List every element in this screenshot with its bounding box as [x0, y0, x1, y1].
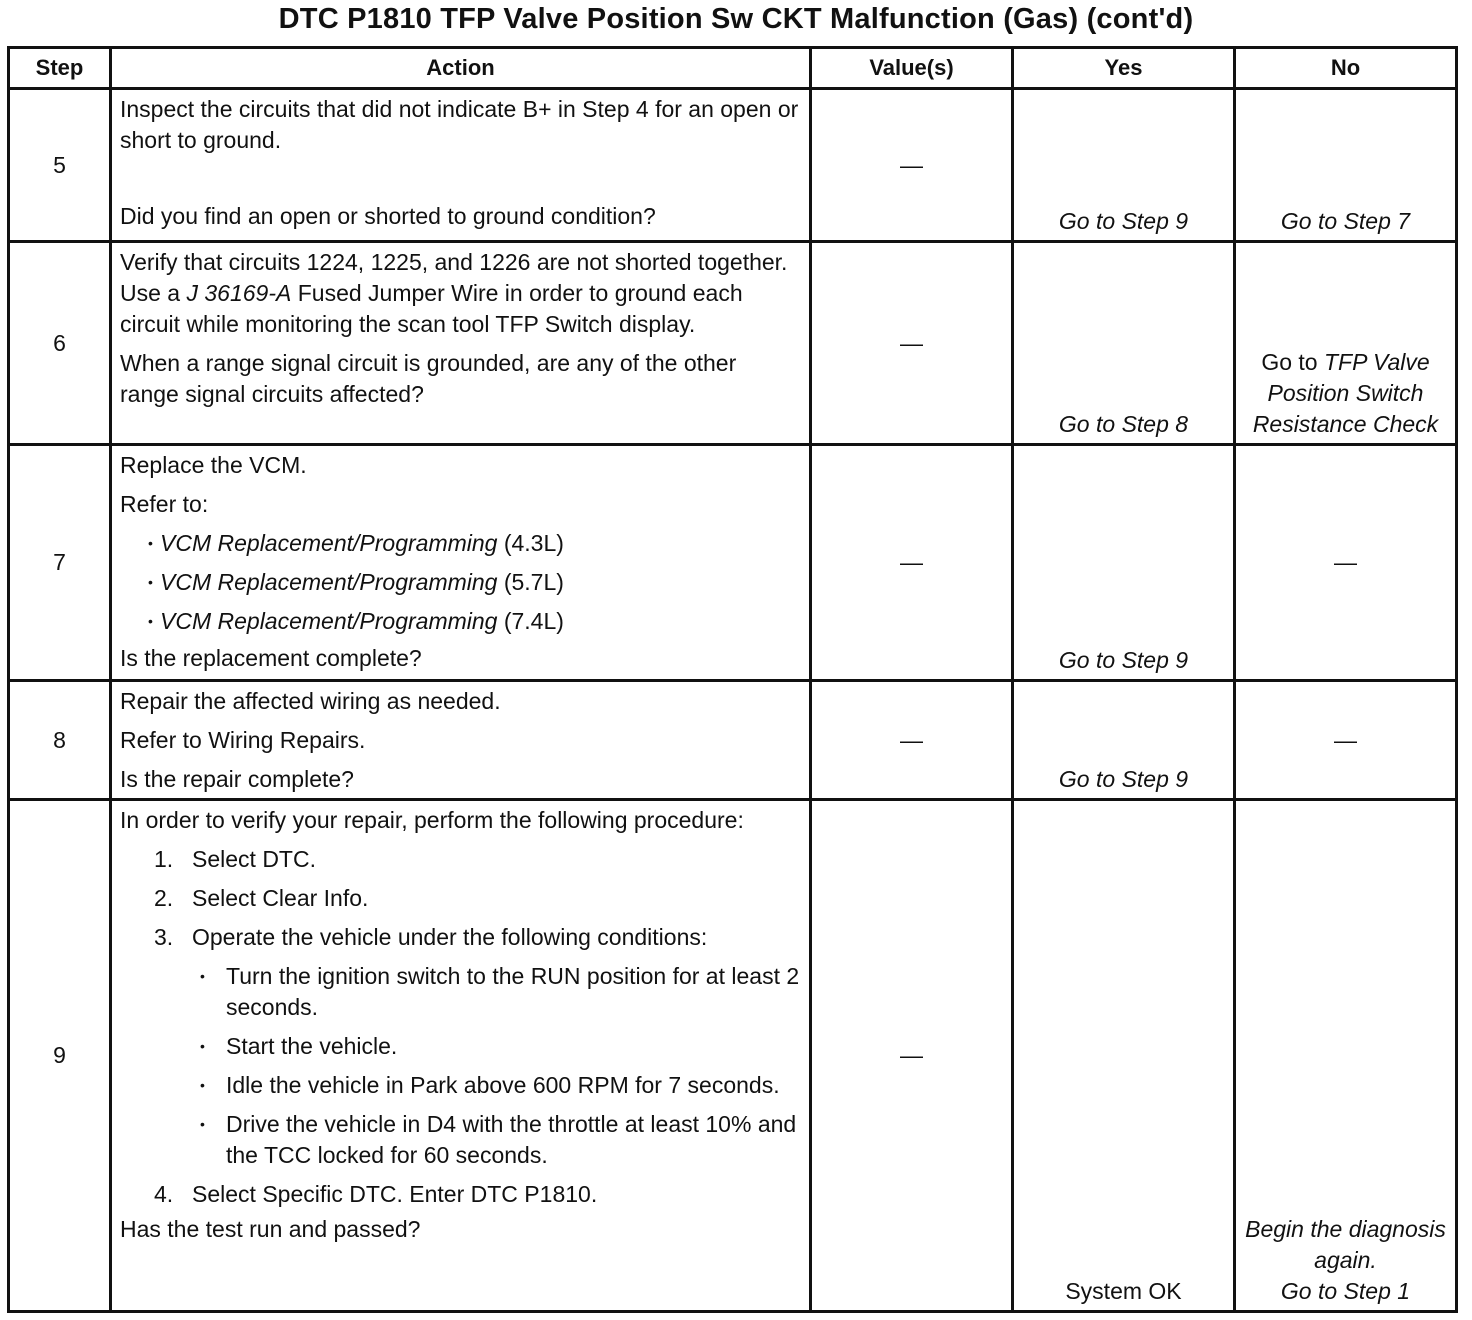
list-item: • Turn the ignition switch to the RUN position for at least 2 seconds. [120, 961, 801, 1023]
value-cell: — [811, 681, 1013, 800]
step-number: 7 [9, 445, 111, 681]
action-question: Did you find an open or shorted to ground condition? [120, 203, 656, 229]
column-header-no: No [1235, 48, 1457, 89]
refer-label: Refer to: [120, 491, 209, 517]
step-number: 9 [9, 800, 111, 1312]
column-header-values: Value(s) [811, 48, 1013, 89]
value-cell: — [811, 445, 1013, 681]
column-header-yes: Yes [1013, 48, 1235, 89]
page-title: DTC P1810 TFP Valve Position Sw CKT Malfunction (Gas) (cont'd) [278, 3, 1194, 35]
list-item: 1. Select DTC. [154, 846, 316, 872]
yes-cell [1013, 242, 1235, 445]
action-text: Repair the affected wiring as needed. [120, 688, 501, 714]
no-cell [1235, 242, 1457, 445]
action-question: Has the test run and passed? [120, 1216, 421, 1242]
action-cell [111, 242, 811, 445]
action-cell [111, 800, 811, 1312]
action-cell [111, 681, 811, 800]
table-row [9, 445, 1457, 681]
table-row [9, 800, 1457, 1312]
no-link[interactable]: Begin the diagnosis again. Go to Step 1 [1245, 1216, 1446, 1304]
action-cell [111, 89, 811, 242]
action-text: Inspect the circuits that did not indicate B+ in Step 4 for an open or short to ground. [120, 96, 799, 153]
yes-cell [1013, 445, 1235, 681]
table-row [9, 242, 1457, 445]
no-cell [1235, 89, 1457, 242]
action-text: Verify that circuits 1224, 1225, and 1226 are not shorted together. Use a J 36169-A Fused Jumper Wire in order to ground each circuit while monitoring the scan tool TFP Switch display. [120, 249, 788, 337]
action-question: Is the replacement complete? [120, 645, 422, 671]
no-link[interactable]: Go to Step 7 [1280, 208, 1411, 234]
tool-name: J 36169-A [186, 280, 292, 306]
table-row [9, 89, 1457, 242]
action-cell [111, 445, 811, 681]
yes-cell [1013, 681, 1235, 800]
procedure-link[interactable]: VCM Replacement/Programming [160, 530, 498, 556]
procedure-link[interactable]: VCM Replacement/Programming [160, 569, 498, 595]
action-text: In order to verify your repair, perform the following procedure: [120, 807, 744, 833]
step-number: 8 [9, 681, 111, 800]
yes-link[interactable]: Go to Step 9 [1058, 208, 1189, 234]
yes-cell [1013, 800, 1235, 1312]
table-header-row [9, 48, 1457, 89]
step-number: 6 [9, 242, 111, 445]
yes-link[interactable]: Go to Step 9 [1058, 766, 1189, 792]
list-item: 4. Select Specific DTC. Enter DTC P1810. [154, 1181, 598, 1207]
value-cell: — [811, 800, 1013, 1312]
yes-cell [1013, 89, 1235, 242]
diagnostic-table [7, 46, 1458, 1313]
no-link[interactable]: Go to TFP Valve Position Switch Resistance Check [1252, 349, 1439, 437]
step-number: 5 [9, 89, 111, 242]
no-cell: — [1235, 681, 1457, 800]
yes-link[interactable]: Go to Step 8 [1058, 411, 1189, 437]
value-cell: — [811, 89, 1013, 242]
list-item: • Idle the vehicle in Park above 600 RPM for 7 seconds. [120, 1070, 801, 1101]
action-question: When a range signal circuit is grounded, are any of the other range signal circuits affected? [120, 350, 737, 407]
list-item: • VCM Replacement/Programming (4.3L) [120, 528, 801, 559]
action-text: Replace the VCM. [120, 452, 307, 478]
column-header-step: Step [9, 48, 111, 89]
column-header-action: Action [111, 48, 811, 89]
action-question: Is the repair complete? [120, 766, 354, 792]
list-item: • VCM Replacement/Programming (5.7L) [120, 567, 801, 598]
yes-result: System OK [1065, 1278, 1182, 1304]
no-cell: — [1235, 445, 1457, 681]
value-cell: — [811, 242, 1013, 445]
refer-label: Refer to Wiring Repairs. [120, 727, 366, 753]
list-item: • Drive the vehicle in D4 with the throttle at least 10% and the TCC locked for 60 seconds. [120, 1109, 801, 1171]
procedure-link[interactable]: VCM Replacement/Programming [160, 608, 498, 634]
list-item: 2. Select Clear Info. [154, 885, 369, 911]
table-row [9, 681, 1457, 800]
no-cell [1235, 800, 1457, 1312]
list-item: • Start the vehicle. [120, 1031, 801, 1062]
yes-link[interactable]: Go to Step 9 [1058, 647, 1189, 673]
list-item: • VCM Replacement/Programming (7.4L) [120, 606, 801, 637]
list-item: 3. Operate the vehicle under the following conditions: [154, 924, 708, 950]
